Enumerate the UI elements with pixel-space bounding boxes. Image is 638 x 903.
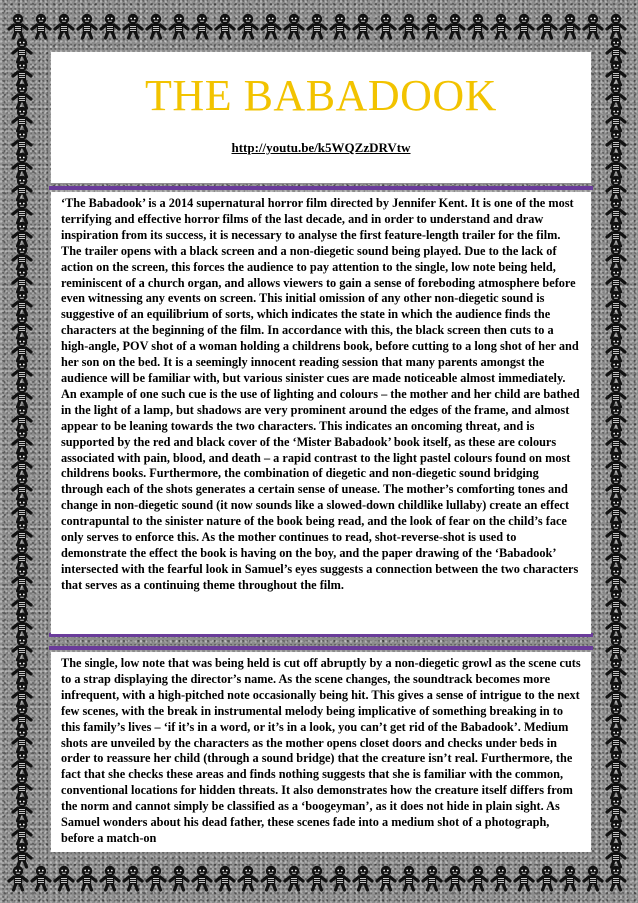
skeleton-figure-icon bbox=[607, 383, 625, 407]
skeleton-figure-icon bbox=[55, 14, 73, 38]
skeleton-figure-icon bbox=[193, 14, 211, 38]
skeleton-figure-icon bbox=[423, 14, 441, 38]
skeleton-figure-icon bbox=[607, 613, 625, 637]
skeleton-figure-icon bbox=[561, 866, 579, 890]
skeleton-figure-icon bbox=[78, 866, 96, 890]
skeleton-figure-icon bbox=[538, 14, 556, 38]
skeleton-figure-icon bbox=[607, 820, 625, 844]
skeleton-figure-icon bbox=[584, 14, 602, 38]
article-section-1 bbox=[51, 192, 591, 634]
skeleton-figure-icon bbox=[13, 291, 31, 315]
skeleton-figure-icon bbox=[515, 866, 533, 890]
skeleton-figure-icon bbox=[607, 843, 625, 867]
skeleton-figure-icon bbox=[607, 268, 625, 292]
skeleton-figure-icon bbox=[193, 866, 211, 890]
skeleton-figure-icon bbox=[13, 751, 31, 775]
skeleton-figure-icon bbox=[607, 222, 625, 246]
skeleton-figure-icon bbox=[13, 521, 31, 545]
skeleton-figure-icon bbox=[13, 659, 31, 683]
skeleton-figure-icon bbox=[13, 153, 31, 177]
skeleton-figure-icon bbox=[492, 14, 510, 38]
skeleton-figure-icon bbox=[170, 866, 188, 890]
skeleton-figure-icon bbox=[607, 176, 625, 200]
skeleton-figure-icon bbox=[377, 14, 395, 38]
skeleton-figure-icon bbox=[607, 521, 625, 545]
skeleton-figure-icon bbox=[13, 383, 31, 407]
skeleton-figure-icon bbox=[239, 14, 257, 38]
skeleton-figure-icon bbox=[32, 14, 50, 38]
skeleton-figure-icon bbox=[13, 636, 31, 660]
skeleton-figure-icon bbox=[13, 774, 31, 798]
skeleton-figure-icon bbox=[239, 866, 257, 890]
skeleton-figure-icon bbox=[354, 866, 372, 890]
skeleton-figure-icon bbox=[124, 14, 142, 38]
skeleton-figure-icon bbox=[55, 866, 73, 890]
skeleton-figure-icon bbox=[13, 567, 31, 591]
skeleton-figure-icon bbox=[13, 38, 31, 62]
skeleton-figure-icon bbox=[13, 590, 31, 614]
skeleton-figure-icon bbox=[13, 820, 31, 844]
skeleton-figure-icon bbox=[607, 337, 625, 361]
skeleton-figure-icon bbox=[331, 14, 349, 38]
skeleton-figure-icon bbox=[607, 107, 625, 131]
skeleton-figure-icon bbox=[13, 130, 31, 154]
trailer-link[interactable]: http://youtu.be/k5WQZzDRVtw bbox=[231, 140, 411, 155]
skeleton-figure-icon bbox=[607, 314, 625, 338]
skeleton-figure-icon bbox=[446, 866, 464, 890]
skeleton-figure-icon bbox=[13, 843, 31, 867]
skeleton-figure-icon bbox=[607, 452, 625, 476]
page-title: THE BABADOOK bbox=[145, 71, 497, 120]
skeleton-figure-icon bbox=[607, 567, 625, 591]
skeleton-figure-icon bbox=[9, 14, 27, 38]
skeleton-figure-icon bbox=[584, 866, 602, 890]
skeleton-figure-icon bbox=[13, 544, 31, 568]
skeleton-figure-icon bbox=[607, 38, 625, 62]
skeleton-figure-icon bbox=[13, 245, 31, 269]
article-section-2 bbox=[51, 652, 591, 852]
skeleton-figure-icon bbox=[607, 360, 625, 384]
skeleton-figure-icon bbox=[607, 14, 625, 38]
skeleton-figure-icon bbox=[607, 61, 625, 85]
skeleton-figure-icon bbox=[13, 61, 31, 85]
skeleton-figure-icon bbox=[607, 199, 625, 223]
skeleton-figure-icon bbox=[607, 475, 625, 499]
skeleton-figure-icon bbox=[13, 199, 31, 223]
skeleton-figure-icon bbox=[607, 682, 625, 706]
skeleton-figure-icon bbox=[13, 314, 31, 338]
skeleton-figure-icon bbox=[607, 636, 625, 660]
skeleton-figure-icon bbox=[607, 751, 625, 775]
skeleton-figure-icon bbox=[13, 360, 31, 384]
skeleton-figure-icon bbox=[101, 14, 119, 38]
skeleton-figure-icon bbox=[13, 475, 31, 499]
skeleton-figure-icon bbox=[147, 866, 165, 890]
skeleton-figure-icon bbox=[13, 705, 31, 729]
skeleton-figure-icon bbox=[607, 705, 625, 729]
skeleton-figure-icon bbox=[13, 498, 31, 522]
skeleton-figure-icon bbox=[262, 866, 280, 890]
skeleton-figure-icon bbox=[13, 682, 31, 706]
paragraph-trailer-opening: The trailer opens with a black screen and a non-diegetic sound being played. Due to the lack of action on the screen, this forces the audience to pay attention to the single, low note being held, reminiscent of a church organ, and allows viewers to gain a sense of foreboding atmosphere before even witnessing any events on screen. This initial omission of any other non-diegetic sound is suggestive of an equilibrium of sorts, which indicates the state in which the audience finds the characters at the beginning of the film. In accordance with this, the black screen then cuts to a high-angle, POV shot of a woman holding a childrens book, before cutting to a long shot of her and her son on the bed. It is a seemingly innocent reading session that many parents amongst the audience will be familiar with, but various sinister cues are made noticeable almost immediately. An example of one such cue is the use of lighting and colours – the mother and her child are bathed in the light of a lamp, but shadows are very prominent around the edges of the frame, and almost appear to be leaning towards the two characters. This indicates an oncoming threat, and is supported by the red and black cover of the ‘Mister Babadook’ book itself, as these are colours associated with pain, blood, and death – a rapid contrast to the light pastel colours found on most childrens books. Furthermore, the combination of diegetic and non-diegetic sound bridging through each of the shots generates a certain sense of unease. The mother’s comforting tones and change in non-diegetic sound (it now sounds like a slowed-down childlike lullaby) create an effect contrapuntal to the sinister nature of the book being read, and the look of fear on the child’s face only serves to enforce this. As the mother continues to read, shot-reverse-shot is used to demonstrate the effect the book is having on the boy, and the paper drawing of the ‘Babadook’ intersected with the fearful look in Samuel’s eyes suggests a connection between the two characters that serves as a continuing theme throughout the film. bbox=[61, 243, 580, 592]
skeleton-figure-icon bbox=[607, 84, 625, 108]
skeleton-figure-icon bbox=[308, 14, 326, 38]
skeleton-figure-icon bbox=[354, 14, 372, 38]
skeleton-figure-icon bbox=[607, 130, 625, 154]
skeleton-figure-icon bbox=[13, 337, 31, 361]
skeleton-figure-icon bbox=[216, 14, 234, 38]
skeleton-figure-icon bbox=[607, 544, 625, 568]
skeleton-figure-icon bbox=[492, 866, 510, 890]
skeleton-figure-icon bbox=[607, 498, 625, 522]
skeleton-figure-icon bbox=[400, 866, 418, 890]
skeleton-figure-icon bbox=[377, 866, 395, 890]
skeleton-figure-icon bbox=[607, 153, 625, 177]
skeleton-figure-icon bbox=[515, 14, 533, 38]
skeleton-figure-icon bbox=[147, 14, 165, 38]
skeleton-figure-icon bbox=[607, 866, 625, 890]
skeleton-figure-icon bbox=[216, 866, 234, 890]
title-panel bbox=[51, 52, 591, 183]
divider-top bbox=[49, 186, 593, 190]
skeleton-figure-icon bbox=[423, 866, 441, 890]
skeleton-figure-icon bbox=[13, 452, 31, 476]
skeleton-figure-icon bbox=[101, 866, 119, 890]
skeleton-figure-icon bbox=[13, 268, 31, 292]
skeleton-figure-icon bbox=[400, 14, 418, 38]
skeleton-figure-icon bbox=[469, 14, 487, 38]
skeleton-figure-icon bbox=[469, 866, 487, 890]
skeleton-figure-icon bbox=[170, 14, 188, 38]
skeleton-figure-icon bbox=[607, 590, 625, 614]
skeleton-figure-icon bbox=[78, 14, 96, 38]
skeleton-figure-icon bbox=[607, 774, 625, 798]
paragraph-intro: ‘The Babadook’ is a 2014 supernatural horror film directed by Jennifer Kent. It is one of the most terrifying and effective horror films of the last decade, and in order to understand and draw inspiration from its success, it is necessary to analyse the first feature-length trailer for the film. bbox=[61, 196, 574, 242]
skeleton-figure-icon bbox=[13, 406, 31, 430]
skeleton-figure-icon bbox=[13, 222, 31, 246]
paragraph-continuation: The single, low note that was being held is cut off abruptly by a non-diegetic growl as the scene cuts to a strap displaying the director’s name. As the scene changes, the soundtrack becomes more infrequent, with a high-pitched note occasionally being hit. This gives a sense of intrigue to the next few scenes, with the break in instrumental melody being implicative of something breaking in to this family’s lives – ‘if it’s in a word, or it’s in a look, you can’t get rid of the Babadook’. Medium shots are unveiled by the characters as the mother opens closet doors and checks under beds in order to reassure her child (through a sound bridge) that the creature isn’t real. Furthermore, the fact that she checks these areas and finds nothing suggests that she is familiar with the common, conventional locations for hidden threats. It also demonstrates how the creature itself differs from the norm and cannot simply be classified as a ‘boogeyman’, as it does not hide in plain sight. As Samuel wonders about his dead father, these scenes fade into a medium shot of a photograph, before a match-on bbox=[61, 656, 581, 845]
skeleton-figure-icon bbox=[607, 245, 625, 269]
skeleton-figure-icon bbox=[13, 728, 31, 752]
skeleton-figure-icon bbox=[285, 866, 303, 890]
skeleton-figure-icon bbox=[607, 728, 625, 752]
skeleton-figure-icon bbox=[13, 613, 31, 637]
skeleton-figure-icon bbox=[9, 866, 27, 890]
divider-middle-bottom bbox=[49, 646, 593, 650]
skeleton-figure-icon bbox=[561, 14, 579, 38]
skeleton-figure-icon bbox=[13, 797, 31, 821]
skeleton-figure-icon bbox=[308, 866, 326, 890]
skeleton-figure-icon bbox=[262, 14, 280, 38]
skeleton-figure-icon bbox=[446, 14, 464, 38]
skeleton-figure-icon bbox=[607, 659, 625, 683]
skeleton-figure-icon bbox=[331, 866, 349, 890]
skeleton-figure-icon bbox=[607, 797, 625, 821]
skeleton-figure-icon bbox=[13, 176, 31, 200]
skeleton-figure-icon bbox=[607, 406, 625, 430]
skeleton-figure-icon bbox=[13, 429, 31, 453]
skeleton-figure-icon bbox=[538, 866, 556, 890]
skeleton-figure-icon bbox=[124, 866, 142, 890]
skeleton-figure-icon bbox=[32, 866, 50, 890]
skeleton-figure-icon bbox=[607, 429, 625, 453]
skeleton-figure-icon bbox=[285, 14, 303, 38]
skeleton-figure-icon bbox=[13, 84, 31, 108]
skeleton-figure-icon bbox=[13, 107, 31, 131]
skeleton-figure-icon bbox=[607, 291, 625, 315]
